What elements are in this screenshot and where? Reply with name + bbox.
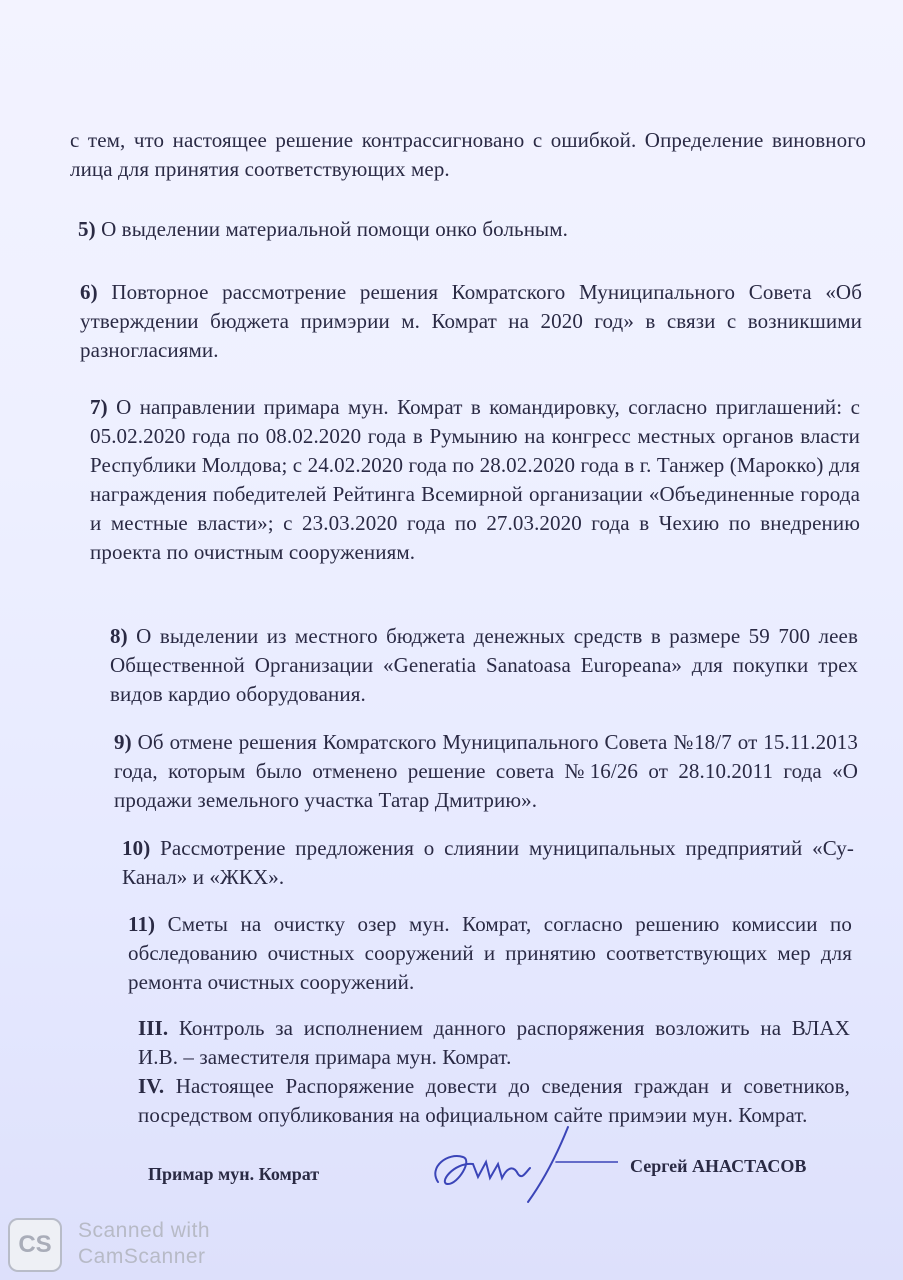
item-9: 9) Об отмене решения Комратского Муниципального Совета №18/7 от 15.11.2013 года, которым было отменено решение совета №16/26 от 28.10.2011 года «О продажи земельного участка Татар Дмитрию». xyxy=(114,730,858,812)
handwritten-signature-icon xyxy=(418,1122,618,1212)
item-11: 11) Сметы на очистку озер мун. Комрат, согласно решению комиссии по обследованию очистных сооружений и принятию соответствующих мер для ремонта очистных сооружений. xyxy=(128,912,852,994)
section-iv: IV. Настоящее Распоряжение довести до сведения граждан и советников, посредством опубликования на официальном сайте примэии мун. Комрат. xyxy=(138,1074,850,1127)
watermark-line-1: Scanned with xyxy=(78,1219,211,1242)
intro-paragraph: с тем, что настоящее решение контрассигновано с ошибкой. Определение виновного лица для принятия соответствующих мер. xyxy=(70,128,866,181)
section-iii: III. Контроль за исполнением данного распоряжения возложить на ВЛАХ И.В. – заместителя примара мун. Комрат. xyxy=(138,1016,850,1069)
item-10: 10) Рассмотрение предложения о слиянии муниципальных предприятий «Су-Канал» и «ЖКХ». xyxy=(122,836,854,889)
signature-block xyxy=(0,1152,903,1212)
camscanner-watermark xyxy=(8,1218,238,1274)
signatory-name: Сергей АНАСТАСОВ xyxy=(630,1156,807,1176)
camscanner-logo-icon: CS xyxy=(8,1218,62,1272)
item-5: 5) О выделении материальной помощи онко больным. xyxy=(78,217,568,241)
watermark-text xyxy=(78,1218,210,1270)
item-7: 7) О направлении примара мун. Комрат в командировку, согласно приглашений: с 05.02.2020 года по 08.02.2020 года в Румынию на конгресс местных органов власти Республики Молдова; с 24.02.2020 года по 28.02.2020 года в г. Танжер (Марокко) для награждения победителей Рейтинга Всемирной организации «Объединенные города и местные власти»; с 23.03.2020 года по 27.03.2020 года в Чехию по внедрению проекта по очистным сооружениям. xyxy=(90,395,860,564)
watermark-line-2: CamScanner xyxy=(78,1245,206,1268)
item-8: 8) О выделении из местного бюджета денежных средств в размере 59 700 леев Общественной Организации «Generatia Sanatoasa Europeana» для покупки трех видов кардио оборудования. xyxy=(110,624,858,706)
item-6: 6) Повторное рассмотрение решения Комратского Муниципального Совета «Об утверждении бюджета примэрии м. Комрат на 2020 год» в связи с возникшими разногласиями. xyxy=(80,280,862,362)
signatory-title: Примар мун. Комрат xyxy=(148,1164,320,1184)
